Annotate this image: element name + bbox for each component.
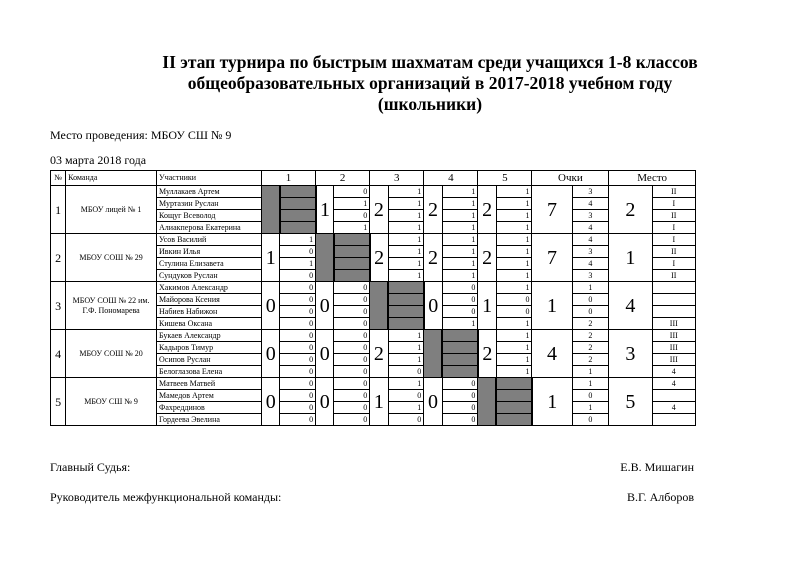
- player-name: Гордеева Эвелина: [157, 414, 262, 426]
- self-match-cell: [280, 186, 316, 198]
- game-result: 1: [442, 186, 478, 198]
- player-name: Фахреддинов: [157, 402, 262, 414]
- game-result: 0: [280, 330, 316, 342]
- table-row: [51, 282, 696, 294]
- game-result: 0: [388, 414, 424, 426]
- game-result: 1: [496, 186, 532, 198]
- game-result: 1: [496, 354, 532, 366]
- judge-label: Главный Судья:: [50, 460, 131, 474]
- game-result: 1: [388, 186, 424, 198]
- game-result: 0: [334, 378, 370, 390]
- team-match-score: 2: [478, 330, 496, 378]
- results-table: [50, 170, 696, 426]
- game-result: 0: [388, 366, 424, 378]
- player-rank: III: [652, 342, 695, 354]
- game-result: 1: [496, 330, 532, 342]
- game-result: 1: [280, 234, 316, 246]
- table-row: [51, 378, 696, 390]
- game-result: 0: [334, 342, 370, 354]
- self-match-cell: [388, 282, 424, 294]
- player-name: Муллакаев Артем: [157, 186, 262, 198]
- table-header-row: [51, 171, 696, 186]
- player-rank: III: [652, 354, 695, 366]
- game-result: 1: [496, 366, 532, 378]
- game-result: 1: [334, 222, 370, 234]
- team-match-score: 0: [316, 282, 334, 330]
- player-rank: [652, 294, 695, 306]
- team-number: 5: [51, 378, 66, 426]
- player-name: Усов Василий: [157, 234, 262, 246]
- player-rank: [652, 306, 695, 318]
- team-match-score: 0: [262, 378, 280, 426]
- game-result: 1: [388, 354, 424, 366]
- player-rank: [652, 414, 695, 426]
- game-result: 0: [280, 342, 316, 354]
- game-result: 0: [442, 390, 478, 402]
- team-number: 2: [51, 234, 66, 282]
- judge-name: Е.В. Мишагин: [620, 460, 694, 474]
- team-match-score: 0: [424, 282, 442, 330]
- player-points: 3: [572, 186, 609, 198]
- team-place: 4: [609, 282, 652, 330]
- self-match-cell: [262, 186, 280, 234]
- self-match-cell: [280, 210, 316, 222]
- player-rank: II: [652, 270, 695, 282]
- game-result: 0: [334, 366, 370, 378]
- player-rank: 4: [652, 378, 695, 390]
- player-name: Муртазин Руслан: [157, 198, 262, 210]
- header-round-5: 5: [478, 171, 532, 186]
- team-match-score: 1: [370, 378, 388, 426]
- game-result: 1: [388, 378, 424, 390]
- table-row: [51, 330, 696, 342]
- player-points: 0: [572, 414, 609, 426]
- game-result: 1: [442, 234, 478, 246]
- player-points: 0: [572, 306, 609, 318]
- team-match-score: 0: [262, 330, 280, 378]
- self-match-cell: [370, 282, 388, 330]
- player-name: Осипов Руслан: [157, 354, 262, 366]
- team-points: 7: [532, 186, 572, 234]
- player-name: Майорова Ксения: [157, 294, 262, 306]
- self-match-cell: [388, 294, 424, 306]
- game-result: 1: [496, 246, 532, 258]
- game-result: 1: [496, 342, 532, 354]
- game-result: 0: [334, 330, 370, 342]
- game-result: 0: [334, 282, 370, 294]
- player-rank: I: [652, 198, 695, 210]
- table-row: [51, 234, 696, 246]
- player-rank: III: [652, 318, 695, 330]
- game-result: 1: [442, 318, 478, 330]
- title-line-2: общеобразовательных организаций в 2017-2018 учебном году: [187, 73, 673, 93]
- player-points: 2: [572, 330, 609, 342]
- player-name: Матвеев Матвей: [157, 378, 262, 390]
- player-points: 4: [572, 234, 609, 246]
- game-result: 1: [388, 210, 424, 222]
- player-points: 2: [572, 342, 609, 354]
- game-result: 0: [280, 294, 316, 306]
- player-name: Стулина Елизавета: [157, 258, 262, 270]
- game-result: 1: [388, 342, 424, 354]
- date: 03 марта 2018 года: [50, 153, 147, 167]
- team-place: 1: [609, 234, 652, 282]
- player-name: Алиакперова Екатерина: [157, 222, 262, 234]
- game-result: 0: [442, 414, 478, 426]
- game-result: 0: [442, 282, 478, 294]
- player-rank: [652, 390, 695, 402]
- game-result: 1: [496, 210, 532, 222]
- game-result: 0: [442, 306, 478, 318]
- self-match-cell: [280, 222, 316, 234]
- game-result: 1: [442, 258, 478, 270]
- player-name: Букаев Александр: [157, 330, 262, 342]
- team-match-score: 2: [370, 330, 388, 378]
- self-match-cell: [442, 354, 478, 366]
- player-name: Кадыров Тимур: [157, 342, 262, 354]
- player-rank: 4: [652, 366, 695, 378]
- header-round-2: 2: [316, 171, 370, 186]
- table-row: [51, 186, 696, 198]
- player-name: Белоглазова Елена: [157, 366, 262, 378]
- player-name: Мамедов Артем: [157, 390, 262, 402]
- player-points: 1: [572, 378, 609, 390]
- self-match-cell: [316, 234, 334, 282]
- game-result: 1: [442, 198, 478, 210]
- game-result: 1: [280, 258, 316, 270]
- player-name: Хакимов Александр: [157, 282, 262, 294]
- team-number: 1: [51, 186, 66, 234]
- game-result: 1: [388, 258, 424, 270]
- self-match-cell: [496, 378, 532, 390]
- team-place: 5: [609, 378, 652, 426]
- game-result: 0: [496, 294, 532, 306]
- team-match-score: 0: [262, 282, 280, 330]
- player-points: 2: [572, 354, 609, 366]
- game-result: 0: [334, 354, 370, 366]
- game-result: 1: [442, 210, 478, 222]
- game-result: 0: [280, 414, 316, 426]
- self-match-cell: [442, 342, 478, 354]
- player-rank: III: [652, 330, 695, 342]
- game-result: 1: [388, 402, 424, 414]
- game-result: 0: [280, 282, 316, 294]
- game-result: 1: [496, 222, 532, 234]
- self-match-cell: [280, 198, 316, 210]
- team-match-score: 2: [424, 234, 442, 282]
- game-result: 1: [388, 222, 424, 234]
- game-result: 0: [280, 354, 316, 366]
- player-points: 1: [572, 402, 609, 414]
- player-name: Ивкин Илья: [157, 246, 262, 258]
- player-rank: I: [652, 258, 695, 270]
- header-no: №: [51, 171, 66, 186]
- game-result: 0: [280, 306, 316, 318]
- team-place: 2: [609, 186, 652, 234]
- header-players: Участники: [157, 171, 262, 186]
- team-match-score: 1: [478, 282, 496, 330]
- player-rank: 4: [652, 402, 695, 414]
- game-result: 0: [280, 390, 316, 402]
- player-points: 3: [572, 210, 609, 222]
- team-match-score: 0: [424, 378, 442, 426]
- header-round-1: 1: [262, 171, 316, 186]
- header-points: Очки: [532, 171, 609, 186]
- player-points: 4: [572, 198, 609, 210]
- game-result: 0: [388, 390, 424, 402]
- player-rank: [652, 282, 695, 294]
- document-title: [60, 52, 800, 115]
- self-match-cell: [442, 330, 478, 342]
- head-label: Руководитель межфункциональной команды:: [50, 490, 282, 504]
- self-match-cell: [334, 246, 370, 258]
- game-result: 1: [496, 318, 532, 330]
- game-result: 1: [388, 246, 424, 258]
- player-rank: I: [652, 222, 695, 234]
- player-points: 0: [572, 294, 609, 306]
- game-result: 1: [442, 270, 478, 282]
- header-round-3: 3: [370, 171, 424, 186]
- player-points: 2: [572, 318, 609, 330]
- team-points: 1: [532, 378, 572, 426]
- game-result: 0: [442, 294, 478, 306]
- team-match-score: 2: [370, 234, 388, 282]
- team-points: 1: [532, 282, 572, 330]
- game-result: 1: [442, 246, 478, 258]
- header-team: Команда: [66, 171, 157, 186]
- title-line-3: (школьники): [377, 94, 483, 114]
- player-points: 3: [572, 246, 609, 258]
- self-match-cell: [478, 378, 496, 426]
- team-place: 3: [609, 330, 652, 378]
- player-points: 0: [572, 390, 609, 402]
- player-name: Набиев Набижон: [157, 306, 262, 318]
- header-round-4: 4: [424, 171, 478, 186]
- player-rank: II: [652, 210, 695, 222]
- team-name: МБОУ СОШ № 20: [66, 330, 157, 378]
- team-match-score: 1: [316, 186, 334, 234]
- game-result: 0: [334, 414, 370, 426]
- game-result: 0: [280, 318, 316, 330]
- team-match-score: 2: [478, 234, 496, 282]
- team-points: 7: [532, 234, 572, 282]
- game-result: 1: [496, 198, 532, 210]
- game-result: 0: [280, 270, 316, 282]
- player-points: 3: [572, 270, 609, 282]
- game-result: 1: [334, 198, 370, 210]
- player-points: 4: [572, 258, 609, 270]
- game-result: 1: [442, 222, 478, 234]
- game-result: 0: [280, 378, 316, 390]
- game-result: 0: [334, 402, 370, 414]
- self-match-cell: [496, 414, 532, 426]
- team-name: МБОУ лицей № 1: [66, 186, 157, 234]
- team-name: МБОУ СОШ № 29: [66, 234, 157, 282]
- game-result: 0: [280, 402, 316, 414]
- player-name: Кишева Оксана: [157, 318, 262, 330]
- game-result: 0: [442, 402, 478, 414]
- venue: Место проведения: МБОУ СШ № 9: [50, 128, 232, 142]
- game-result: 1: [388, 330, 424, 342]
- player-rank: I: [652, 234, 695, 246]
- player-points: 1: [572, 282, 609, 294]
- game-result: 0: [442, 378, 478, 390]
- head-name: В.Г. Алборов: [626, 490, 694, 504]
- game-result: 0: [334, 306, 370, 318]
- game-result: 1: [496, 234, 532, 246]
- self-match-cell: [496, 402, 532, 414]
- player-name: Кощуг Всеволод: [157, 210, 262, 222]
- team-number: 4: [51, 330, 66, 378]
- team-points: 4: [532, 330, 572, 378]
- team-name: МБОУ СОШ № 22 им. Г.Ф. Пономарева: [66, 282, 157, 330]
- self-match-cell: [334, 258, 370, 270]
- game-result: 0: [334, 186, 370, 198]
- team-match-score: 2: [478, 186, 496, 234]
- game-result: 0: [334, 210, 370, 222]
- player-points: 1: [572, 366, 609, 378]
- team-match-score: 2: [370, 186, 388, 234]
- team-name: МБОУ СШ № 9: [66, 378, 157, 426]
- self-match-cell: [334, 234, 370, 246]
- game-result: 1: [496, 282, 532, 294]
- game-result: 1: [388, 198, 424, 210]
- game-result: 1: [496, 270, 532, 282]
- game-result: 0: [334, 390, 370, 402]
- self-match-cell: [388, 318, 424, 330]
- game-result: 1: [388, 234, 424, 246]
- self-match-cell: [496, 390, 532, 402]
- self-match-cell: [442, 366, 478, 378]
- self-match-cell: [334, 270, 370, 282]
- team-match-score: 0: [316, 378, 334, 426]
- player-rank: II: [652, 186, 695, 198]
- game-result: 0: [334, 318, 370, 330]
- game-result: 1: [496, 258, 532, 270]
- game-result: 0: [280, 246, 316, 258]
- self-match-cell: [424, 330, 442, 378]
- team-number: 3: [51, 282, 66, 330]
- team-match-score: 0: [316, 330, 334, 378]
- game-result: 0: [334, 294, 370, 306]
- player-name: Сундуков Руслан: [157, 270, 262, 282]
- game-result: 1: [388, 270, 424, 282]
- team-match-score: 1: [262, 234, 280, 282]
- game-result: 0: [496, 306, 532, 318]
- title-line-1: II этап турнира по быстрым шахматам среди учащихся 1-8 классов: [162, 52, 698, 72]
- header-place: Место: [609, 171, 696, 186]
- player-rank: II: [652, 246, 695, 258]
- player-points: 4: [572, 222, 609, 234]
- self-match-cell: [388, 306, 424, 318]
- team-match-score: 2: [424, 186, 442, 234]
- game-result: 0: [280, 366, 316, 378]
